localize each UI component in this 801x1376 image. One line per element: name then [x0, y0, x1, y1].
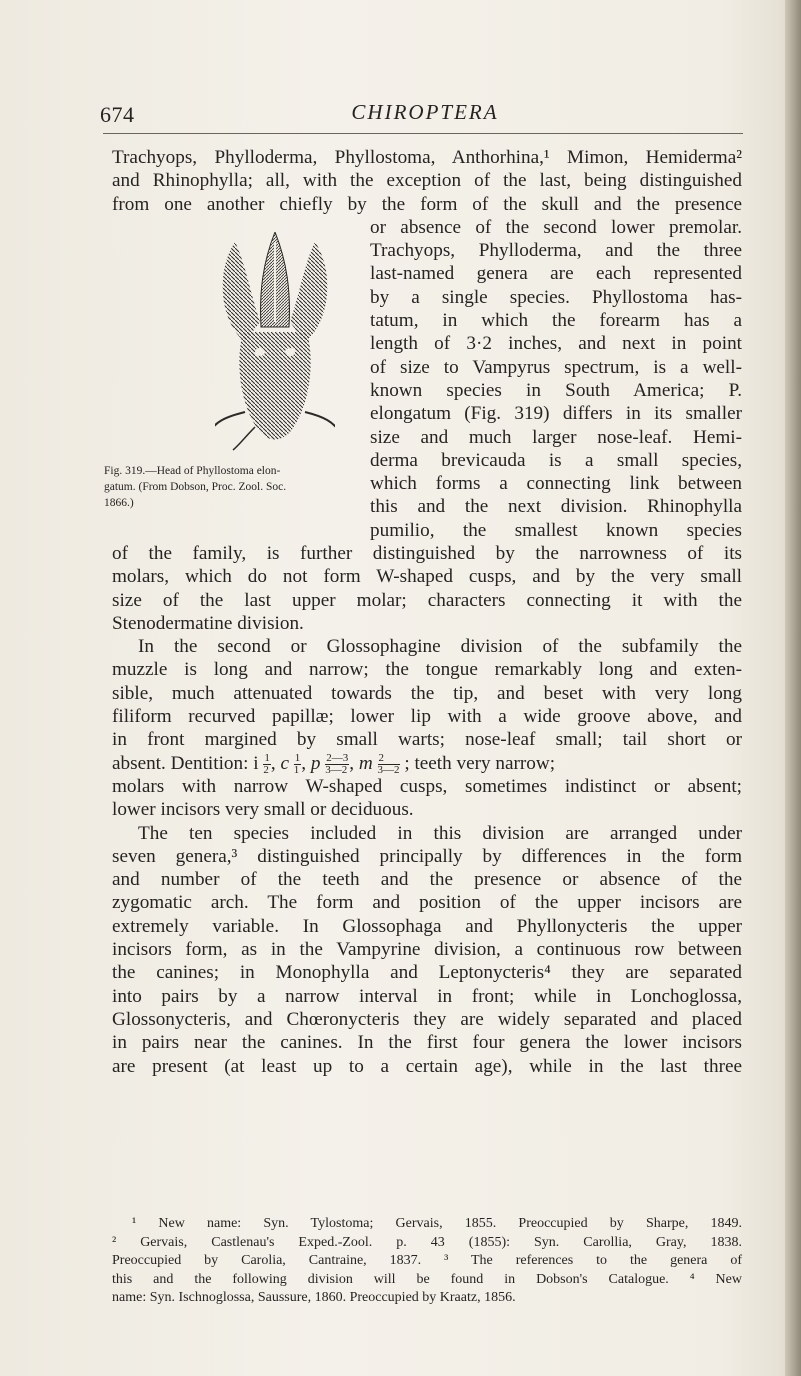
footnotes — [112, 1215, 742, 1308]
frac-num: 2—3 — [326, 751, 349, 764]
figure-caption — [104, 463, 304, 511]
dentition-fraction-c — [294, 753, 302, 776]
text-line: seven genera,³ distinguished principally by differences in the form — [112, 845, 742, 867]
bat-head-illustration-icon — [215, 232, 335, 452]
text-line: size and much larger nose-leaf. Hemi- — [370, 426, 742, 448]
caption-line: gatum. (From Dobson, Proc. Zool. Soc. — [104, 481, 287, 493]
text-line: in front margined by small warts; nose-leaf small; tail short or — [112, 729, 742, 751]
text-line: known species in South America; P. — [370, 379, 742, 401]
dentition-fraction-i — [263, 753, 271, 776]
text-line: into pairs by a narrow interval in front; while in Lonchoglossa, — [112, 985, 742, 1007]
text-line: which forms a connecting link between — [370, 473, 742, 495]
frac-num: 1 — [264, 751, 270, 764]
frac-num: 2 — [378, 753, 400, 765]
text-line: of the family, is further distinguished by the narrowness of its — [112, 543, 742, 564]
text-line: and number of the teeth and the presence or absence of the — [112, 869, 742, 891]
text-line: Stenodermatine division. — [112, 612, 304, 634]
text-line: incisors form, as in the Vampyrine division, a continuous row between — [112, 939, 742, 961]
header-rule — [103, 133, 743, 134]
dentition-line: absent. Dentition: i $\frac{1}{2}$ , c $\frac{1}{1}$ , p $\frac{2—3}{3—2}$ , m $\frac{2}{3—2}$ ; teeth very narrow; — [112, 751, 556, 776]
text-line: Trachyops, Phylloderma, Phyllostoma, Anthorhina,¹ Mimon, Hemiderma² — [112, 147, 742, 168]
text-line: molars with narrow W-shaped cusps, sometimes indistinct or absent; — [112, 775, 742, 797]
text-line: molars, which do not form W-shaped cusps, and by the very small — [112, 566, 742, 588]
book-spine-shadow — [785, 0, 801, 1376]
footnote-line: this and the following division will be found in Dobson's Catalogue. ⁴ New — [112, 1271, 742, 1287]
text-line: size of the last upper molar; characters connecting it with the — [112, 589, 742, 611]
text-line: The ten species included in this division are arranged under — [138, 822, 742, 844]
text-line: by a single species. Phyllostoma has- — [370, 286, 742, 308]
text-line: tatum, in which the forearm has a — [370, 310, 742, 332]
text-fragment: absent. Dentition: i — [112, 752, 259, 774]
caption-line: Fig. 319.—Head of Phyllostoma elon- — [104, 465, 281, 477]
text-line: derma brevicauda is a small species, — [370, 449, 742, 471]
footnote-line: ² Gervais, Castlenau's Exped.-Zool. p. 43 (1855): Syn. Carollia, Gray, 1838. — [112, 1234, 742, 1250]
text-line: length of 3·2 inches, and next in point — [370, 333, 742, 355]
text-line: zygomatic arch. The form and position of the upper incisors are — [112, 892, 742, 914]
text-line: filiform recurved papillæ; lower lip with a wide groove above, and — [112, 706, 742, 728]
text-line: pumilio, the smallest known species — [370, 519, 742, 541]
frac-den: 2 — [263, 763, 269, 776]
text-line: are present (at least up to a certain age), while in the last three — [112, 1055, 742, 1077]
text-line: last-named genera are each represented — [370, 263, 742, 285]
text-line: from one another chiefly by the form of the skull and the presence — [112, 193, 742, 215]
text-line: Trachyops, Phylloderma, and the three — [370, 240, 742, 262]
text-line: the canines; in Monophylla and Leptonycteris⁴ they are separated — [112, 962, 742, 984]
footnote-line: Preoccupied by Carolia, Cantraine, 1837. ³ The references to the genera of — [112, 1253, 742, 1268]
running-head: CHIROPTERA — [351, 100, 499, 124]
footnote-line: name: Syn. Ischnoglossa, Saussure, 1860. Preoccupied by Kraatz, 1856. — [112, 1290, 516, 1305]
text-line: of size to Vampyrus spectrum, is a well- — [370, 356, 742, 378]
page-number: 674 — [100, 102, 135, 127]
frac-den: 3—2 — [377, 763, 400, 776]
dentition-fraction-p — [325, 753, 349, 776]
frac-num: 1 — [294, 751, 301, 764]
text-line: in pairs near the canines. In the first four genera the lower incisors — [112, 1032, 742, 1054]
text-line: extremely variable. In Glossophaga and Phyllonycteris the upper — [112, 915, 742, 937]
body-text-main — [112, 542, 742, 1078]
caption-line: 1866.) — [104, 497, 134, 509]
text-line: elongatum (Fig. 319) differs in its smaller — [370, 403, 742, 425]
text-line: lower incisors very small or deciduous. — [112, 799, 414, 821]
text-line: this and the next division. Rhinophylla — [370, 496, 742, 518]
text-line: In the second or Glossophagine division of the subfamily the — [138, 636, 742, 658]
text-line: muzzle is long and narrow; the tongue remarkably long and exten- — [112, 659, 742, 681]
body-text-top — [112, 146, 742, 216]
body-text-beside-figure — [370, 216, 742, 542]
text-line: and Rhinophylla; all, with the exception of the last, being distinguished — [112, 170, 742, 192]
frac-den: 3—2 — [325, 763, 348, 776]
frac-den: 1 — [293, 763, 300, 776]
text-line: sible, much attenuated towards the tip, and beset with very long — [112, 682, 742, 704]
dentition-fraction-m — [378, 753, 400, 776]
text-line: Glossonycteris, and Chœronycteris they are widely separated and placed — [112, 1008, 742, 1030]
page-header — [100, 92, 750, 126]
footnote-line: ¹ New name: Syn. Tylostoma; Gervais, 1855. Preoccupied by Sharpe, 1849. — [132, 1216, 742, 1231]
text-line: or absence of the second lower premolar. — [370, 216, 742, 238]
text-fragment: ; teeth very narrow; — [404, 752, 556, 774]
